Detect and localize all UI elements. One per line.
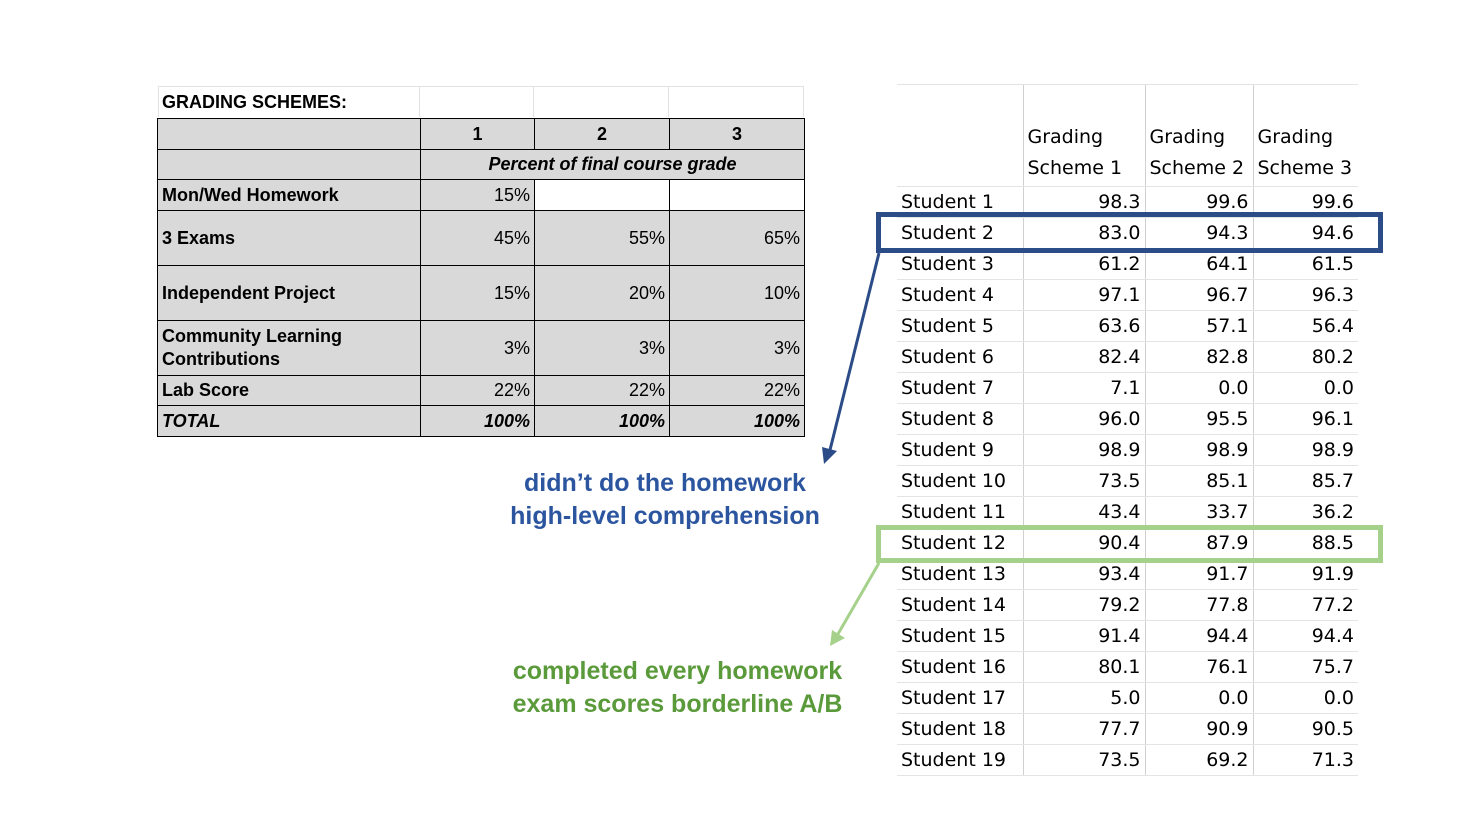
student-name: Student 15 bbox=[897, 621, 1023, 652]
student-name: Student 8 bbox=[897, 404, 1023, 435]
total-label: TOTAL bbox=[158, 406, 421, 437]
student-score: 94.3 bbox=[1145, 218, 1253, 249]
student-name: Student 18 bbox=[897, 714, 1023, 745]
student-score: 76.1 bbox=[1145, 652, 1253, 683]
row-value: 22% bbox=[535, 376, 670, 406]
row-value: 20% bbox=[535, 266, 670, 321]
student-score: 87.9 bbox=[1145, 528, 1253, 559]
student-name: Student 12 bbox=[897, 528, 1023, 559]
row-value: 22% bbox=[421, 376, 535, 406]
scheme-3-header: 3 bbox=[670, 119, 805, 150]
green-annotation bbox=[480, 655, 875, 721]
total-value: 100% bbox=[535, 406, 670, 437]
student-name: Student 17 bbox=[897, 683, 1023, 714]
student-name: Student 19 bbox=[897, 745, 1023, 776]
row-value: 10% bbox=[670, 266, 805, 321]
annotation-line: didn’t do the homework bbox=[524, 469, 806, 497]
student-name: Student 3 bbox=[897, 249, 1023, 280]
student-score: 5.0 bbox=[1023, 683, 1145, 714]
header-line: Grading bbox=[1257, 126, 1334, 148]
student-score: 7.1 bbox=[1023, 373, 1145, 404]
student-score: 82.8 bbox=[1145, 342, 1253, 373]
student-name: Student 2 bbox=[897, 218, 1023, 249]
row-label: Mon/Wed Homework bbox=[158, 180, 421, 211]
student-score: 85.1 bbox=[1145, 466, 1253, 497]
student-score: 96.7 bbox=[1145, 280, 1253, 311]
student-name: Student 16 bbox=[897, 652, 1023, 683]
student-name: Student 1 bbox=[897, 187, 1023, 218]
student-score: 43.4 bbox=[1023, 497, 1145, 528]
student-score: 91.9 bbox=[1253, 559, 1358, 590]
student-score: 83.0 bbox=[1023, 218, 1145, 249]
student-score: 71.3 bbox=[1253, 745, 1358, 776]
header-line: Scheme 3 bbox=[1257, 157, 1353, 179]
student-score: 91.7 bbox=[1145, 559, 1253, 590]
row-value: 3% bbox=[421, 321, 535, 376]
grading-schemes-title: GRADING SCHEMES: bbox=[162, 92, 348, 112]
student-score: 80.1 bbox=[1023, 652, 1145, 683]
student-score: 96.0 bbox=[1023, 404, 1145, 435]
student-name: Student 7 bbox=[897, 373, 1023, 404]
student-score: 91.4 bbox=[1023, 621, 1145, 652]
student-score: 85.7 bbox=[1253, 466, 1358, 497]
student-score: 90.9 bbox=[1145, 714, 1253, 745]
row-value: 15% bbox=[421, 266, 535, 321]
student-score: 33.7 bbox=[1145, 497, 1253, 528]
student-score: 88.5 bbox=[1253, 528, 1358, 559]
student-score: 0.0 bbox=[1253, 683, 1358, 714]
scheme-1-header: 1 bbox=[421, 119, 535, 150]
student-score: 95.5 bbox=[1145, 404, 1253, 435]
student-score: 94.6 bbox=[1253, 218, 1358, 249]
student-score: 61.2 bbox=[1023, 249, 1145, 280]
annotation-line: exam scores borderline A/B bbox=[512, 690, 843, 718]
student-score: 90.5 bbox=[1253, 714, 1358, 745]
student-score: 57.1 bbox=[1145, 311, 1253, 342]
student-score: 0.0 bbox=[1145, 373, 1253, 404]
student-score: 73.5 bbox=[1023, 466, 1145, 497]
green-arrow bbox=[830, 563, 879, 646]
scheme-2-header: 2 bbox=[535, 119, 670, 150]
student-score: 94.4 bbox=[1253, 621, 1358, 652]
student-score: 0.0 bbox=[1145, 683, 1253, 714]
row-value: 3% bbox=[535, 321, 670, 376]
row-value: 55% bbox=[535, 211, 670, 266]
row-label: Independent Project bbox=[158, 266, 421, 321]
student-score: 94.4 bbox=[1145, 621, 1253, 652]
annotation-line: completed every homework bbox=[512, 657, 843, 685]
row-value: 22% bbox=[670, 376, 805, 406]
student-score: 75.7 bbox=[1253, 652, 1358, 683]
total-value: 100% bbox=[421, 406, 535, 437]
header-line: Scheme 2 bbox=[1149, 157, 1245, 179]
student-name: Student 4 bbox=[897, 280, 1023, 311]
row-value: 3% bbox=[670, 321, 805, 376]
student-score: 96.3 bbox=[1253, 280, 1358, 311]
student-score: 36.2 bbox=[1253, 497, 1358, 528]
student-score: 98.9 bbox=[1023, 435, 1145, 466]
student-score: 93.4 bbox=[1023, 559, 1145, 590]
student-score: 99.6 bbox=[1145, 187, 1253, 218]
student-score: 98.9 bbox=[1253, 435, 1358, 466]
blue-arrow bbox=[822, 253, 879, 464]
header-line: Scheme 1 bbox=[1027, 157, 1123, 179]
student-score: 77.8 bbox=[1145, 590, 1253, 621]
student-score: 77.2 bbox=[1253, 590, 1358, 621]
row-label: Community Learning Contributions bbox=[158, 321, 421, 376]
student-score: 90.4 bbox=[1023, 528, 1145, 559]
row-value: 45% bbox=[421, 211, 535, 266]
total-value: 100% bbox=[670, 406, 805, 437]
student-name: Student 11 bbox=[897, 497, 1023, 528]
header-line: Grading bbox=[1027, 126, 1104, 148]
row-value: 15% bbox=[421, 180, 535, 211]
student-name: Student 14 bbox=[897, 590, 1023, 621]
student-score: 77.7 bbox=[1023, 714, 1145, 745]
percent-subheader: Percent of final course grade bbox=[421, 150, 805, 180]
student-name: Student 5 bbox=[897, 311, 1023, 342]
student-name: Student 6 bbox=[897, 342, 1023, 373]
student-score: 98.9 bbox=[1145, 435, 1253, 466]
student-score: 96.1 bbox=[1253, 404, 1358, 435]
row-value: 65% bbox=[670, 211, 805, 266]
student-score: 73.5 bbox=[1023, 745, 1145, 776]
student-score: 61.5 bbox=[1253, 249, 1358, 280]
student-score: 79.2 bbox=[1023, 590, 1145, 621]
student-name: Student 10 bbox=[897, 466, 1023, 497]
student-score: 97.1 bbox=[1023, 280, 1145, 311]
student-score: 56.4 bbox=[1253, 311, 1358, 342]
student-score: 82.4 bbox=[1023, 342, 1145, 373]
student-score: 64.1 bbox=[1145, 249, 1253, 280]
student-name: Student 9 bbox=[897, 435, 1023, 466]
student-score: 63.6 bbox=[1023, 311, 1145, 342]
student-score: 0.0 bbox=[1253, 373, 1358, 404]
student-name: Student 13 bbox=[897, 559, 1023, 590]
blue-annotation bbox=[480, 467, 850, 533]
header-line: Grading bbox=[1149, 126, 1226, 148]
row-label: 3 Exams bbox=[158, 211, 421, 266]
student-score: 98.3 bbox=[1023, 187, 1145, 218]
row-label: Lab Score bbox=[158, 376, 421, 406]
annotation-line: high-level comprehension bbox=[510, 502, 820, 530]
student-score: 69.2 bbox=[1145, 745, 1253, 776]
student-score: 80.2 bbox=[1253, 342, 1358, 373]
student-score: 99.6 bbox=[1253, 187, 1358, 218]
